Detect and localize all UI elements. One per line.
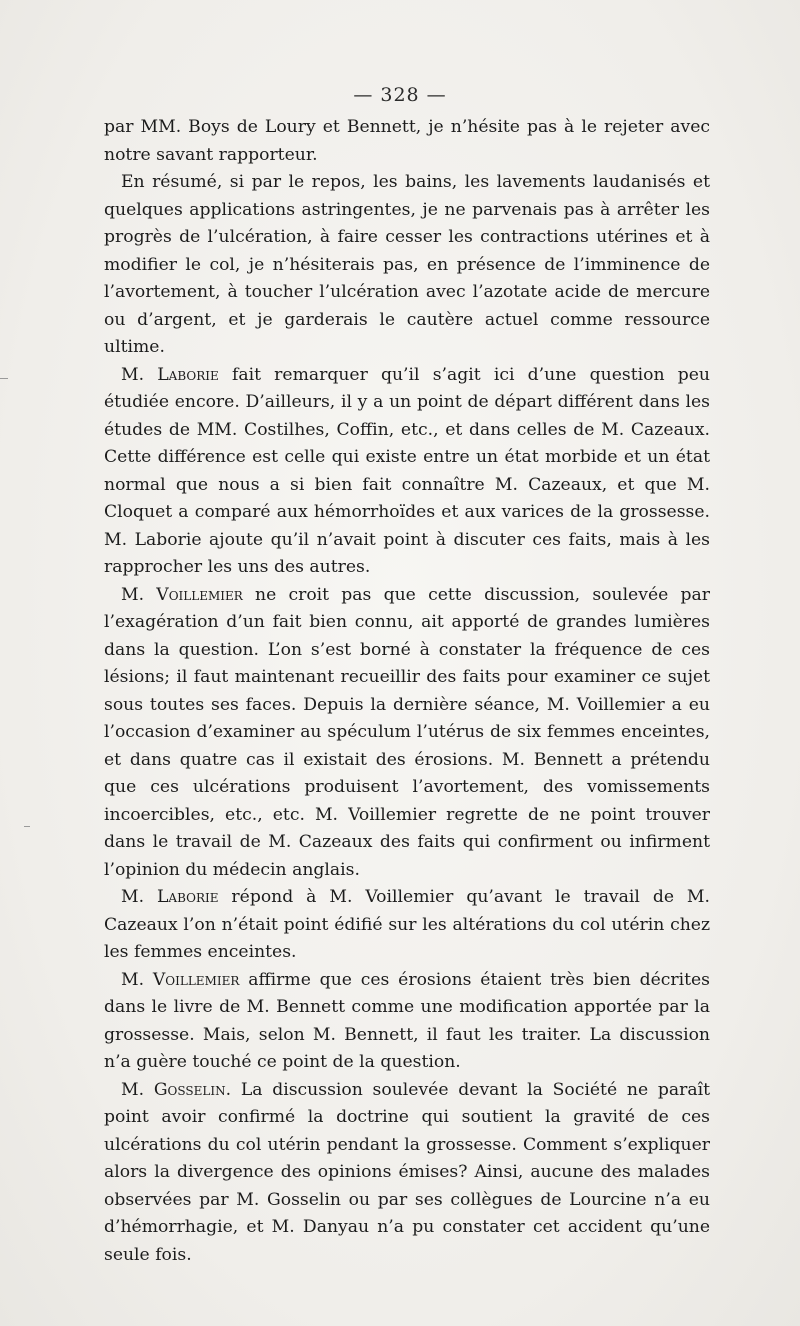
speaker-name: M. Voillemier bbox=[121, 584, 243, 605]
speaker-name: M. Gosselin. bbox=[121, 1079, 232, 1100]
paragraph-text: ne croit pas que cette discussion, soulevée par l’exagération d’un fait bien connu, ait apporté de grandes lumières dans la question. L’on s’est borné à constater la fréquence de ces lésions; il faut maintenant recueillir des faits pour examiner ce sujet sous toutes ses faces. Depuis la dernière séance, M. Voillemier a eu l’occasion d’examiner au spéculum l’utérus de six femmes enceintes, et dans quatre cas il existait des érosions. M. Bennett a prétendu que ces ulcérations produisent l’avortement, des vomissements incoercibles, etc., etc. M. Voillemier regrette de ne point trouver dans le travail de M. Cazeaux des faits qui confirment ou infirment l’opinion du médecin anglais. bbox=[104, 584, 710, 880]
body-text bbox=[104, 114, 710, 1269]
paragraph bbox=[104, 114, 710, 169]
paragraph bbox=[104, 362, 710, 582]
paragraph bbox=[104, 169, 710, 362]
margin-mark bbox=[0, 378, 8, 379]
speaker-name: M. Voillemier bbox=[121, 969, 240, 990]
speaker-name: M. Laborie bbox=[121, 364, 219, 385]
paragraph bbox=[104, 582, 710, 885]
paragraph-text: fait remarquer qu’il s’agit ici d’une question peu étudiée encore. D’ailleurs, il y a un point de départ différent dans les études de MM. Costilhes, Coffin, etc., et dans celles de M. Cazeaux. Cette différence est celle qui existe entre un état morbide et un état normal que nous a si bien fait connaître M. Cazeaux, et que M. Cloquet a comparé aux hémorrhoïdes et aux varices de la grossesse. M. Laborie ajoute qu’il n’avait point à discuter ces faits, mais à les rapprocher les uns des autres. bbox=[104, 364, 710, 577]
paragraph bbox=[104, 1077, 710, 1270]
paragraph-text: affirme que ces érosions étaient très bien décrites dans le livre de M. Bennett comme une modification apportée par la grossesse. Mais, selon M. Bennett, il faut les traiter. La discussion n’a guère touché ce point de la question. bbox=[104, 969, 710, 1072]
margin-mark bbox=[24, 826, 30, 827]
speaker-name: M. Laborie bbox=[121, 887, 219, 907]
paragraph bbox=[104, 967, 710, 1077]
paragraph bbox=[104, 884, 710, 967]
paragraph-text: répond à M. Voillemier qu’avant le travail de M. Cazeaux l’on n’était point édifié sur les altérations du col utérin chez les femmes enceintes. bbox=[104, 887, 710, 962]
paragraph-text: En résumé, si par le repos, les bains, les lavements laudanisés et quelques applications astringentes, je ne parvenais pas à arrêter les progrès de l’ulcération, à faire cesser les contractions utérines et à modifier le col, je n’hésiterais pas, en présence de l’imminence de l’avortement, à toucher l’ulcération avec l’azotate acide de mercure ou d’argent, et je garderais le cautère actuel comme ressource ultime. bbox=[104, 172, 710, 357]
page-number: — 328 — bbox=[353, 84, 447, 106]
paragraph-text: par MM. Boys de Loury et Bennett, je n’hésite pas à le rejeter avec notre savant rapporteur. bbox=[104, 117, 710, 165]
paragraph-text: La discussion soulevée devant la Société ne paraît point avoir confirmé la doctrine qui soutient la gravité de ces ulcérations du col utérin pendant la grossesse. Comment s’expliquer alors la divergence des opinions émises? Ainsi, aucune des malades observées par M. Gosselin ou par ses collègues de Lourcine n’a eu d’hémorrhagie, et M. Danyau n’a pu constater cet accident qu’une seule fois. bbox=[104, 1079, 710, 1265]
